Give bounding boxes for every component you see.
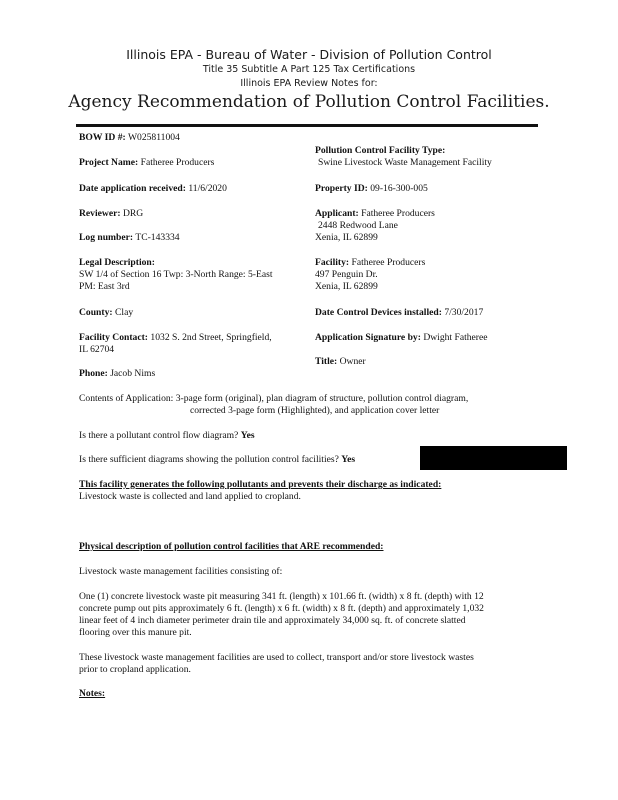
project-name-field (79, 157, 214, 169)
physical-description-heading: Physical description of pollution control facilities that ARE recommended: (79, 541, 384, 552)
reviewer-label: Reviewer: (79, 208, 121, 219)
physical-paragraph1-line2: concrete pump out pits approximately 6 ft. (length) x 6 ft. (width) x 8 ft. (depth) and approximately 1,032 (79, 603, 484, 614)
physical-paragraph2-line1: These livestock waste management facilities are used to collect, transport and/or store livestock wastes (79, 652, 474, 663)
title-divider (76, 124, 538, 127)
physical-paragraph1-line1: One (1) concrete livestock waste pit measuring 341 ft. (length) x 101.66 ft. (width) x 8 ft. (depth) with 12 (79, 591, 484, 602)
signature-label: Application Signature by: (315, 332, 421, 343)
applicant-address-line1: 2448 Redwood Lane (318, 220, 398, 231)
facility-contact-line2: IL 62704 (79, 344, 115, 355)
flow-diagram-question-text: Is there a pollutant control flow diagram? (79, 430, 239, 441)
flow-diagram-answer: Yes (240, 430, 255, 441)
pc-type-value: Swine Livestock Waste Management Facility (318, 157, 492, 168)
flow-diagram-question (79, 430, 255, 442)
facility-value: Fatheree Producers (351, 257, 426, 268)
project-name-label: Project Name: (79, 157, 139, 168)
log-number-field (79, 232, 180, 244)
contents-line2: corrected 3-page form (Highlighted), and application cover letter (190, 405, 440, 416)
bow-id-field (79, 132, 180, 144)
applicant-label: Applicant: (315, 208, 359, 219)
notes-heading: Notes: (79, 688, 106, 699)
date-installed-value: 7/30/2017 (444, 307, 484, 318)
facility-address-line1: 497 Penguin Dr. (315, 269, 378, 280)
diagrams-answer: Yes (341, 454, 356, 465)
property-id-label: Property ID: (315, 183, 368, 194)
reviewer-field (79, 208, 143, 220)
facility-address-line2: Xenia, IL 62899 (315, 281, 378, 292)
pollutants-heading: This facility generates the following pollutants and prevents their discharge as indicated: (79, 479, 442, 490)
project-name-value: Fatheree Producers (140, 157, 215, 168)
county-field (79, 307, 133, 319)
county-value: Clay (115, 307, 134, 318)
signature-field (315, 332, 488, 344)
reviewer-value: DRG (122, 208, 144, 219)
date-received-field (79, 183, 227, 195)
title-label: Title: (315, 356, 338, 367)
applicant-address-line2: Xenia, IL 62899 (315, 232, 378, 243)
header-subtitle-line: Title 35 Subtitle A Part 125 Tax Certifications (202, 64, 416, 75)
physical-paragraph2-line2: prior to cropland application. (79, 664, 191, 675)
diagrams-question-text: Is there sufficient diagrams showing the pollution control facilities? (79, 454, 339, 465)
contents-line1: Contents of Application: 3-page form (original), plan diagram of structure, pollution control diagram, (79, 393, 469, 404)
physical-description-intro: Livestock waste management facilities consisting of: (79, 566, 283, 577)
log-number-value: TC-143334 (135, 232, 180, 243)
phone-value: Jacob Nims (110, 368, 156, 379)
diagrams-question (79, 454, 355, 466)
facility-contact-field (79, 332, 272, 344)
facility-label: Facility: (315, 257, 350, 268)
redaction-box (420, 446, 567, 470)
date-received-label: Date application received: (79, 183, 186, 194)
bow-id-value: W025811004 (127, 132, 180, 143)
pollutants-text: Livestock waste is collected and land applied to cropland. (79, 491, 301, 502)
log-number-label: Log number: (79, 232, 134, 243)
pc-type-label: Pollution Control Facility Type: (315, 145, 446, 156)
county-label: County: (79, 307, 113, 318)
facility-field (315, 257, 425, 269)
legal-description-line1: SW 1/4 of Section 16 Twp: 3-North Range: 5-East (79, 269, 273, 280)
facility-contact-label: Facility Contact: (79, 332, 149, 343)
phone-field (79, 368, 155, 380)
facility-contact-value: 1032 S. 2nd Street, Springfield, (150, 332, 272, 343)
physical-paragraph1-line4: flooring over this manure pit. (79, 627, 192, 638)
date-installed-label: Date Control Devices installed: (315, 307, 442, 318)
bow-id-label: BOW ID #: (79, 132, 126, 143)
property-id-field (315, 183, 428, 195)
date-installed-field (315, 307, 483, 319)
legal-description-label: Legal Description: (79, 257, 155, 268)
title-value: Owner (339, 356, 366, 367)
legal-description-line2: PM: East 3rd (79, 281, 130, 292)
header-review-notes-line: Illinois EPA Review Notes for: (240, 78, 378, 89)
date-received-value: 11/6/2020 (188, 183, 227, 194)
header-agency-line: Illinois EPA - Bureau of Water - Division of Pollution Control (126, 47, 492, 62)
signature-value: Dwight Fatheree (423, 332, 488, 343)
physical-paragraph1-line3: linear feet of 4 inch diameter perimeter drain tile and approximately 34,000 sq. ft. of concrete slatted (79, 615, 466, 626)
title-field (315, 356, 366, 368)
phone-label: Phone: (79, 368, 108, 379)
applicant-field (315, 208, 435, 220)
applicant-value: Fatheree Producers (361, 208, 435, 219)
property-id-value: 09-16-300-005 (370, 183, 428, 194)
document-title: Agency Recommendation of Pollution Control Facilities. (68, 92, 550, 112)
